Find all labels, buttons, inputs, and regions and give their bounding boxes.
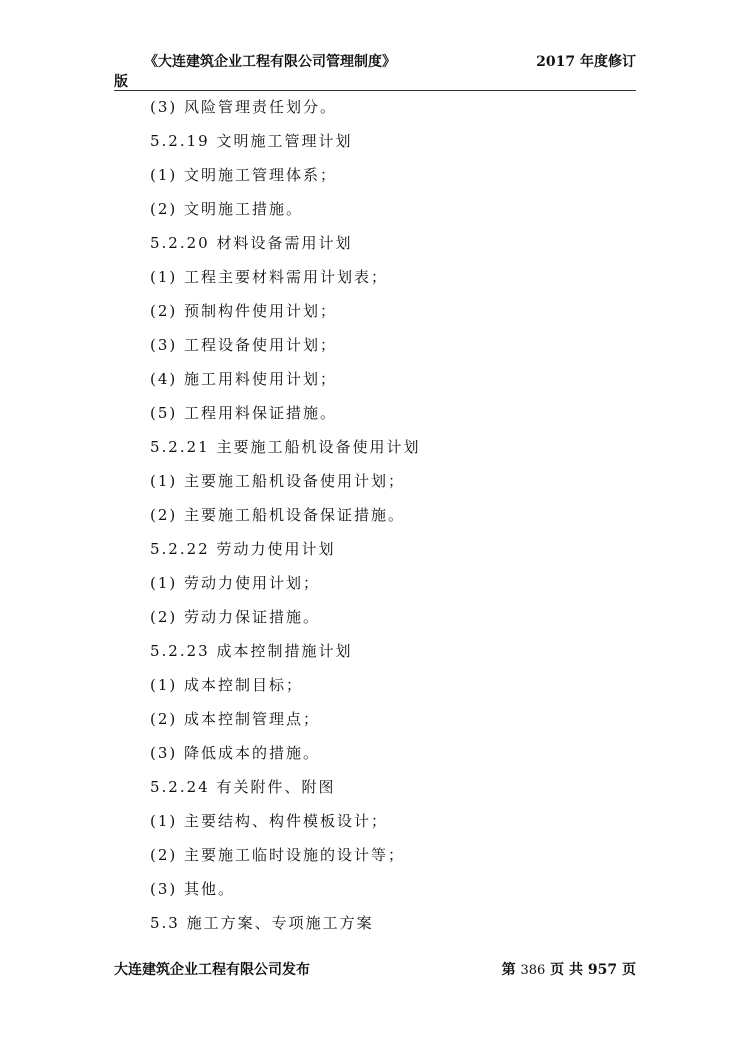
body-line: (1) 工程主要材料需用计划表；: [150, 268, 389, 286]
body-line: (1) 成本控制目标；: [150, 676, 304, 694]
revision-label-tail: 版: [114, 74, 128, 90]
body-line: (4) 施工用料使用计划；: [150, 370, 338, 388]
page-indicator: [502, 960, 636, 981]
body-line: (2) 成本控制管理点；: [150, 710, 321, 728]
document-title: 《大连建筑企业工程有限公司管理制度》: [144, 54, 396, 70]
page-total: 页 共 957 页: [545, 962, 636, 978]
body-line: 5.2.22 劳动力使用计划: [150, 540, 336, 558]
body-line: (2) 文明施工措施。: [150, 200, 304, 218]
body-line: (2) 主要施工船机设备保证措施。: [150, 506, 406, 524]
body-line: (3) 风险管理责任划分。: [150, 98, 338, 116]
publisher-label: 大连建筑企业工程有限公司发布: [114, 962, 310, 978]
body-line: 5.2.23 成本控制措施计划: [150, 642, 353, 660]
body-line: (2) 主要施工临时设施的设计等；: [150, 846, 406, 864]
body-line: (2) 预制构件使用计划；: [150, 302, 338, 320]
page-number: 386: [520, 963, 546, 978]
page-prefix: 第: [501, 962, 521, 978]
revision-label: 2017 年度修订: [536, 54, 636, 70]
body-line: (3) 工程设备使用计划；: [150, 336, 338, 354]
body-line: (1) 主要结构、构件模板设计；: [150, 812, 389, 830]
body-line: (3) 其他。: [150, 880, 236, 898]
body-line: 5.2.21 主要施工船机设备使用计划: [150, 438, 421, 456]
document-body: [150, 90, 630, 940]
body-line: (3) 降低成本的措施。: [150, 744, 321, 762]
body-line: 5.2.24 有关附件、附图: [150, 778, 336, 796]
body-line: (1) 主要施工船机设备使用计划；: [150, 472, 406, 490]
body-line: (2) 劳动力保证措施。: [150, 608, 321, 626]
body-line: (1) 文明施工管理体系；: [150, 166, 338, 184]
body-line: 5.3 施工方案、专项施工方案: [150, 914, 374, 932]
body-line: (5) 工程用料保证措施。: [150, 404, 338, 422]
body-line: (1) 劳动力使用计划；: [150, 574, 321, 592]
body-line: 5.2.20 材料设备需用计划: [150, 234, 353, 252]
page-footer: [114, 960, 636, 980]
body-line: 5.2.19 文明施工管理计划: [150, 132, 353, 150]
